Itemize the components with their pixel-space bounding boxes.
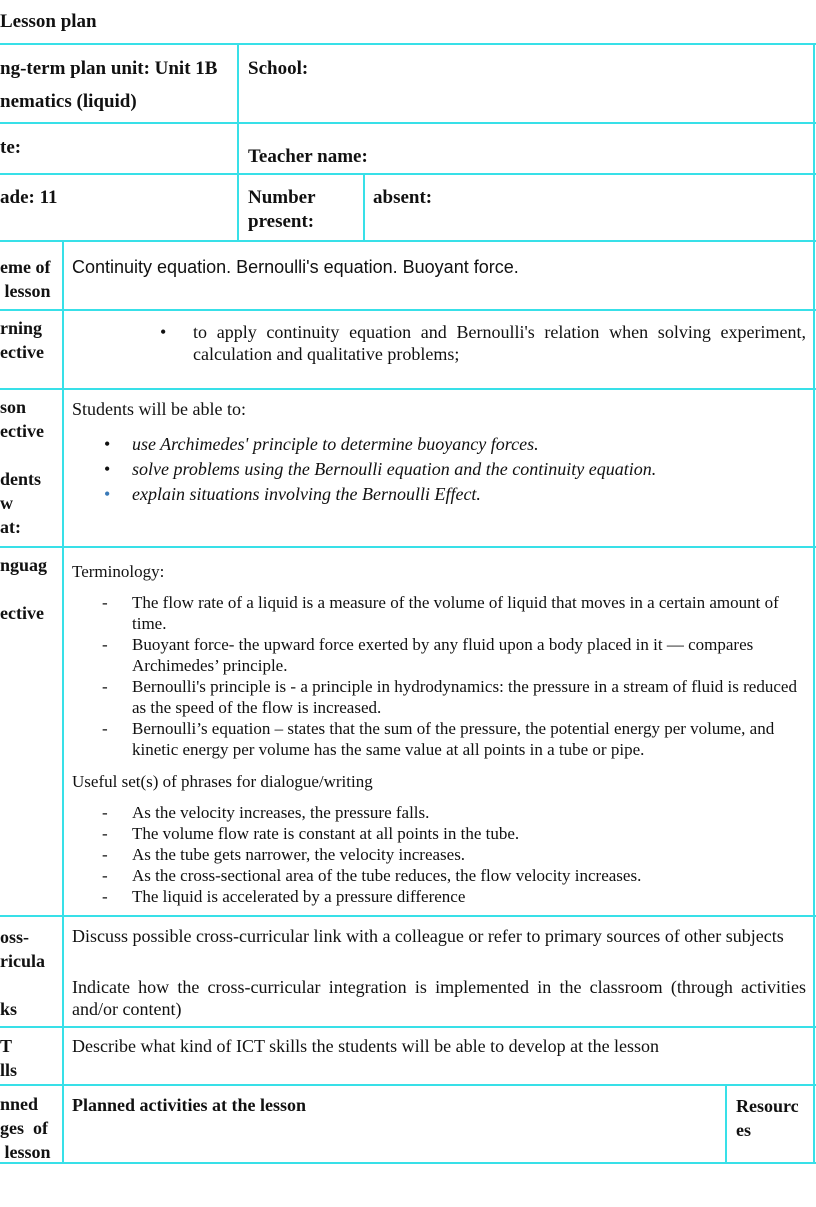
teacher-name-label: Teacher name:	[248, 146, 368, 167]
lesson-objective-list	[72, 432, 812, 507]
date-label: te:	[0, 137, 22, 158]
list-item: - Buoyant force- the upward force exerted by any fluid upon a body placed in it — compares Archimedes’ principle.	[102, 635, 754, 675]
school-label: School:	[248, 58, 309, 79]
list-item: - Bernoulli’s equation – states that the sum of the pressure, the potential energy per volume, and kinetic energy per volume has the same value at all points in a tube or pipe.	[102, 719, 775, 759]
list-item: • solve problems using the Bernoulli equation and the continuity equation.	[104, 459, 657, 479]
theme-label: eme of lesson	[0, 257, 51, 301]
resources-header: Resourc es	[736, 1096, 799, 1140]
terminology-list	[72, 592, 810, 760]
list-item: • explain situations involving the Bernoulli Effect.	[104, 484, 481, 504]
number-present-label-line2: present:	[248, 211, 315, 232]
list-item: - As the velocity increases, the pressure falls.	[102, 803, 430, 822]
cross-curricular-label: oss- ricula ks	[0, 927, 45, 1019]
phrases-list	[72, 802, 810, 907]
list-item: • use Archimedes' principle to determine buoyancy forces.	[104, 434, 539, 454]
list-item: - The volume flow rate is constant at all points in the tube.	[102, 824, 520, 843]
planned-stages-label: nned ges of lesson	[0, 1094, 51, 1162]
list-item: - Bernoulli's principle is - a principle in hydrodynamics: the pressure in a stream of fluid is reduced as the speed of the flow is increased.	[102, 677, 797, 717]
absent-label: absent:	[373, 187, 433, 208]
cross-curricular-para1: Discuss possible cross-curricular link with a colleague or refer to primary sources of other subjects	[72, 926, 784, 946]
language-objective-label: nguag ective	[0, 555, 48, 623]
list-item: - The flow rate of a liquid is a measure of the volume of liquid that moves in a certain amount of time.	[102, 593, 779, 633]
list-item: - The liquid is accelerated by a pressure difference	[102, 887, 466, 906]
unit-label-line2: nematics (liquid)	[0, 91, 137, 112]
cross-curricular-para2: Indicate how the cross-curricular integration is implemented in the classroom (through activities and/or content)	[72, 977, 806, 1019]
list-item: - As the cross-sectional area of the tube reduces, the flow velocity increases.	[102, 866, 642, 885]
lesson-objective-intro: Students will be able to:	[72, 399, 246, 419]
planned-activities-header: Planned activities at the lesson	[72, 1095, 306, 1115]
lesson-objective-label: son ective dents w at:	[0, 397, 44, 537]
ict-skills-label: T lls	[0, 1036, 18, 1080]
page-title: Lesson plan	[0, 11, 97, 32]
ict-skills-content: Describe what kind of ICT skills the students will be able to develop at the lesson	[72, 1036, 660, 1056]
grade-label: ade: 11	[0, 187, 58, 208]
theme-content: Continuity equation. Bernoulli's equation. Buoyant force.	[72, 257, 519, 277]
phrases-label: Useful set(s) of phrases for dialogue/writing	[72, 772, 373, 791]
learning-objective-label: rning ective	[0, 318, 44, 362]
list-item: - As the tube gets narrower, the velocity increases.	[102, 845, 466, 864]
unit-label-line1: ng-term plan unit: Unit 1B	[0, 58, 218, 79]
number-present-label-line1: Number	[248, 187, 316, 208]
learning-objective-content: • to apply continuity equation and Bernoulli's relation when solving experiment, calculation and qualitative problems;	[160, 322, 806, 364]
terminology-label: Terminology:	[72, 562, 165, 581]
